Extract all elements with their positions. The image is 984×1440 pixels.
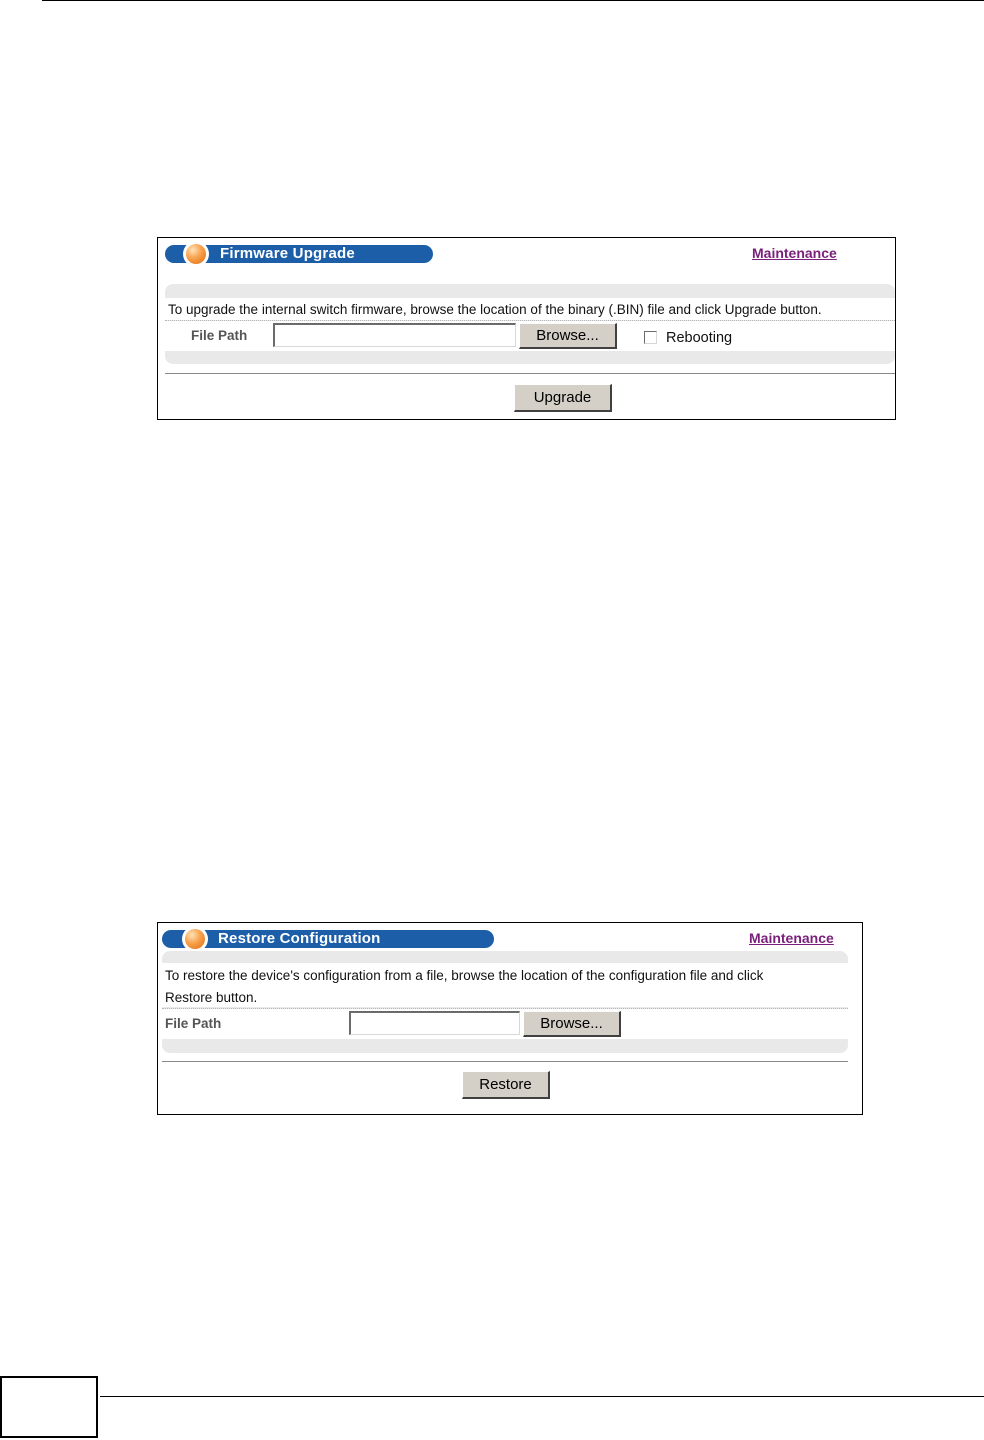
restore-divider [162,1061,848,1062]
restore-title-bar [162,930,494,948]
rebooting-label: Rebooting [666,330,733,346]
restore-file-path-input[interactable] [349,1011,520,1035]
firmware-upgrade-panel [157,237,896,420]
firmware-title: Firmware Upgrade [220,245,355,262]
orange-orb-icon [186,244,206,264]
restore-maintenance-link[interactable]: Maintenance [749,930,834,946]
restore-browse-button[interactable]: Browse... [523,1011,621,1037]
title-orb-holder [183,241,209,267]
firmware-maintenance-link[interactable]: Maintenance [752,245,837,261]
firmware-divider [165,373,895,374]
firmware-browse-button[interactable]: Browse... [519,323,617,349]
rebooting-checkbox[interactable] [644,331,657,344]
title-orb-holder [182,926,208,952]
firmware-title-bar [165,245,433,263]
orange-orb-icon [185,929,205,949]
upgrade-button[interactable]: Upgrade [514,384,612,412]
firmware-description: To upgrade the internal switch firmware, browse the location of the binary (.BIN) file and click Upgrade button. [168,302,822,317]
restore-description-line2: Restore button. [165,990,258,1005]
page-footer-rule [100,1396,984,1397]
page-number-box [0,1376,98,1438]
restore-configuration-panel [157,922,863,1115]
restore-button[interactable]: Restore [462,1071,550,1099]
firmware-file-path-input[interactable] [273,323,516,347]
restore-description-line1: To restore the device's configuration from a file, browse the location of the configuration file and click [165,968,764,983]
restore-title: Restore Configuration [218,930,381,947]
page-top-rule [42,0,984,1]
restore-file-path-label: File Path [165,1016,222,1031]
firmware-file-path-label: File Path [191,328,248,343]
